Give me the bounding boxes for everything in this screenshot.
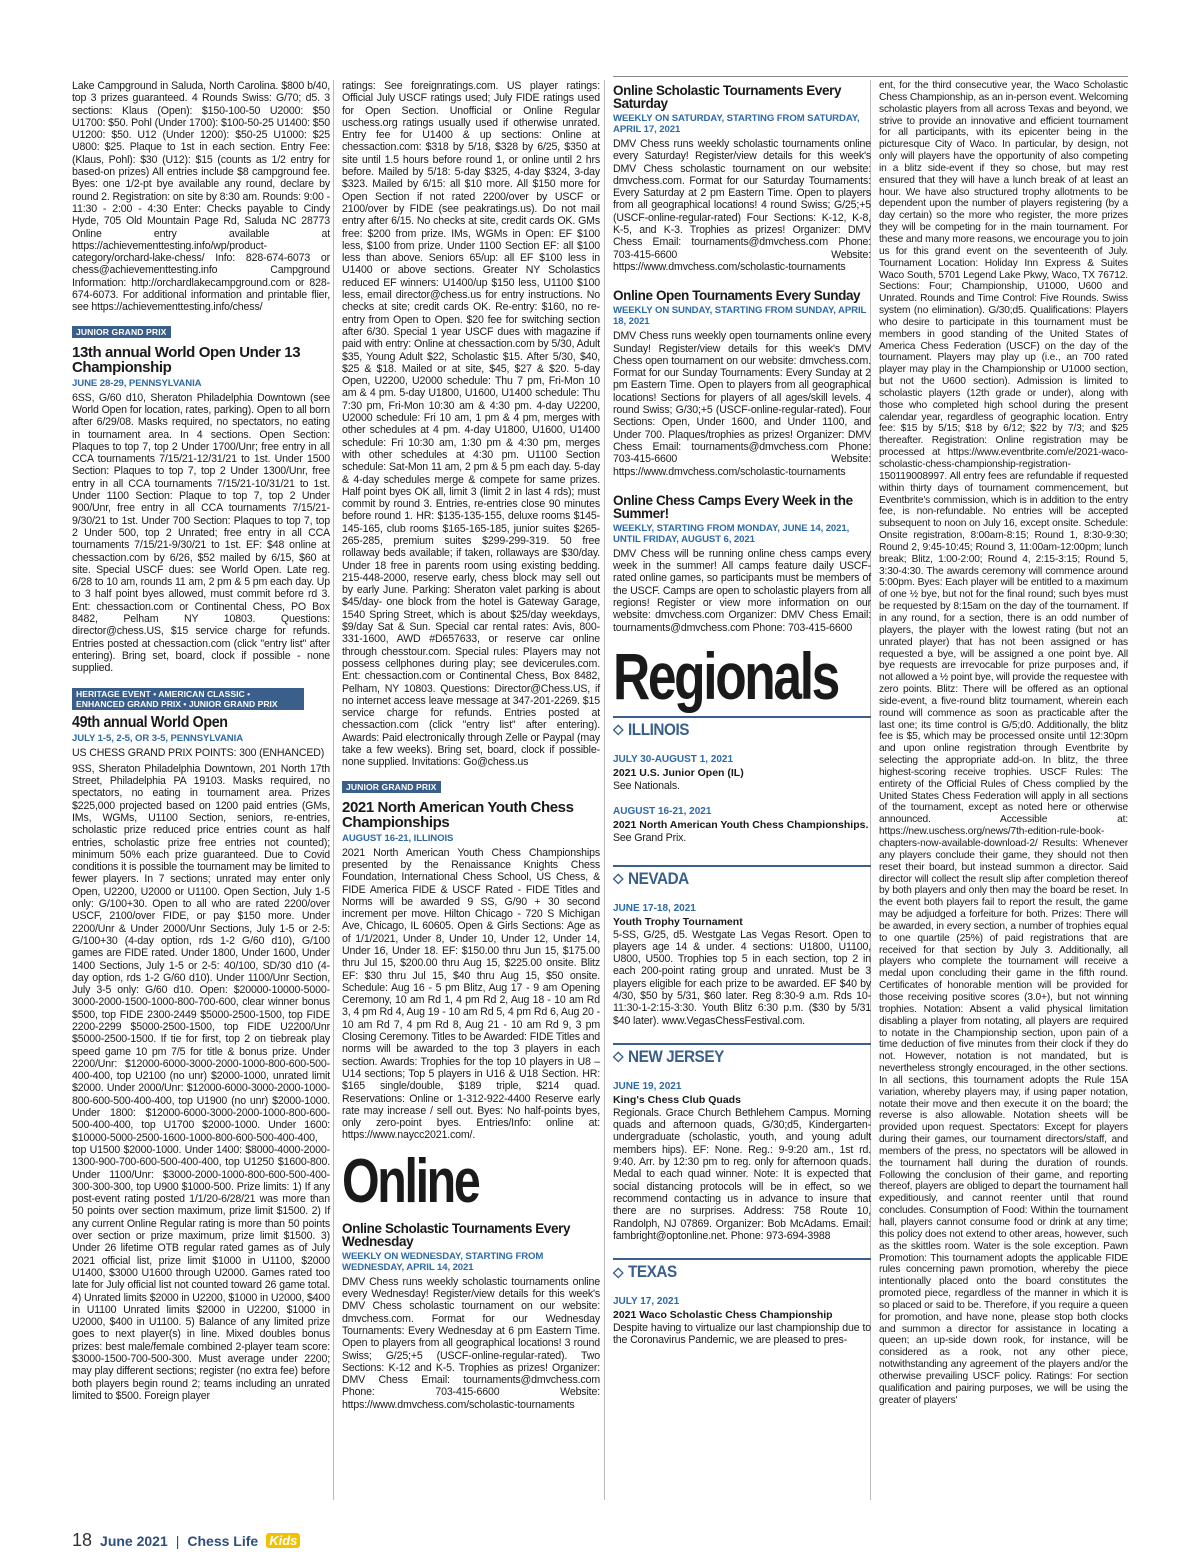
event-body: Despite having to virtualize our last championship due to the Coronavirus Pandemic, we are pleased to pres-	[613, 1322, 871, 1347]
kids-logo: Kids	[266, 1533, 300, 1548]
event-date: WEEKLY ON SUNDAY, STARTING FROM SUNDAY, APRIL 18, 2021	[613, 305, 867, 328]
event-date: WEEKLY ON SATURDAY, STARTING FROM SATURDAY, APRIL 17, 2021	[613, 113, 860, 135]
state-header-illinois	[613, 716, 871, 740]
event-date: JUNE 19, 2021	[613, 1080, 682, 1092]
page-footer	[72, 1530, 300, 1551]
page-number: 18	[72, 1530, 93, 1550]
event-date: JULY 1-5, 2-5, OR 3-5, PENNSYLVANIA	[72, 733, 244, 745]
issue-date: June 2021	[100, 1532, 168, 1549]
state-header-new-jersey	[613, 1043, 871, 1067]
section-heading-online: Online	[342, 1146, 479, 1216]
column-2	[342, 80, 600, 1411]
state-name: ILLINOIS	[627, 719, 689, 739]
event-tag: JUNIOR GRAND PRIX	[72, 326, 171, 338]
intro-text: Lake Campground in Saluda, North Carolina. $800 b/40, top 3 prizes guaranteed. 4 Rounds Swiss: G/70; d5. 3 sections: Klaus (Open): $150-100-50 U2000: $50 U1700: $50. Pohl (Under 1700): $100-50-25 U1400: $50 U1200: $50. U12 (Under 1200): $50-25 U1000: $25 U800: $25. Plaque to 1st in each section. Entry Fee: (Klaus, Pohl): $30 (U12): $15 (counts as 1/2 entry for based-on prizes) All entries include $8 campground fee. Byes: one 1/2-pt bye available any round, declare by round 2. Registration: on site by 8:30 am. Rounds: 9:00 - 11:30 - 2:00 - 4:30 Enter: Checks payable to Cindy Hyde, 705 Old Mountain Page Rd, Saluda NC 28773 Online entry available at https://achievementtesting.info/wp/product-category/orchard-lake-chess/ Info: 828-674-6073 or chess@achievementtesting.info Campground Information: http://orchardlakecampground.com or 828-674-6073. For additional information and printable flier, see https://achievementtesting.info/chess/	[72, 80, 330, 314]
event-body: See Nationals.	[613, 779, 680, 792]
event-date: JULY 17, 2021	[613, 1296, 680, 1308]
event-body: DMV Chess runs weekly scholastic tournaments online every Saturday! Register/view details for this week's DMV Chess scholastic tournament on our website: dmvchess.com. Format for our Saturday Tournaments: Every Saturday at 2 pm Eastern Time. Open to players from all geographical locations! 4 round Swiss; G/25;+5 (USCF-online-regular-rated) Four Sections: K-12, K-8, K-5, and K-3. Trophies as prizes! Organizer: DMV Chess Email: tournaments@dmvchess.com Phone: 703-415-6600 Website: https://www.dmvchess.com/scholastic-tournaments	[613, 138, 871, 273]
state-name: TEXAS	[627, 1262, 677, 1282]
event-date: AUGUST 16-21, 2021	[613, 806, 712, 818]
event-tag: HERITAGE EVENT • AMERICAN CLASSIC • ENHANCED GRAND PRIX • JUNIOR GRAND PRIX	[72, 688, 304, 710]
event-body: See Grand Prix.	[613, 832, 687, 845]
state-header-texas	[613, 1258, 871, 1282]
footer-separator: |	[175, 1532, 180, 1549]
event-title: 2021 Waco Scholastic Chess Championship	[613, 1309, 833, 1322]
event-body: 2021 North American Youth Chess Championships presented by the Renaissance Knights Chess Foundation, International Chess School, US Chess, & FIDE America FIDE & USCF Rated - FIDE Titles and Norms will be awarded 9 SS, G/90 + 30 second increment per move. Hilton Chicago - 720 S Michigan Ave, Chicago, IL 60605. Open & Girls Sections: Age as of 1/1/2021, Under 8, Under 10, Under 12, Under 14, Under 16, Under 18. EF: $150.00 thru Jun 15, $175.00 thru Jul 15, $200.00 thru Aug 15, $225.00 onsite. Blitz EF: $30 thru Jul 15, $40 thru Aug 15, $50 onsite. Schedule: Aug 16 - 5 pm Blitz, Aug 17 - 9 am Opening Ceremony, 10 am Rd 1, 4 pm Rd 2, Aug 18 - 10 am Rd 3, 4 pm Rd 4, Aug 19 - 10 am Rd 5, 4 pm Rd 6, Aug 20 - 10 am Rd 7, 4 pm Rd 8, Aug 21 - 10 am Rd 9, 3 pm Closing Ceremony. Titles to be Awarded: FIDE Titles and norms will be awarded to the top 3 players in each section. Awards: Trophies for the top 10 players in U8 – U14 sections; Top 5 players in U16 & U18 Section. HR: $165 single/double, $189 triple, $214 quad. Reservations: Online or 1-312-922-4400 Reserve early rate may increase / sell out. Byes: No half-points byes, only zero-point byes. Entries/Info: online at: https://www.naycc2021.com/.	[342, 846, 600, 1142]
event-title: Youth Trophy Tournament	[613, 915, 743, 928]
event-tag: JUNIOR GRAND PRIX	[342, 781, 441, 793]
diamond-arrow-icon: ⬦	[613, 721, 624, 739]
event-title: 2021 North American Youth Chess Championships.	[613, 819, 869, 832]
event-date: JUNE 28-29, PENNSYLVANIA	[72, 377, 202, 389]
event-body-continued: ent, for the third consecutive year, the Waco Scholastic Chess Championship, as an in-person event. Welcoming scholastic players from all across Texas and beyond, we strive to provide an innovative and efficient tournament for all participants, with its epicenter being in the picturesque City of Waco. In particular, by design, not only will players have the opportunity of also competing in a blitz side-event if they so chose, but may rest ensured that they will have a lunch break of at least an hour. We have also structured trophy allotments to be dependent upon the number of players registering (by a day certain) so the more who register, the more prizes they will be competing for in the main tournament. For these and many more reasons, we encourage you to join us for this grand event on the seventeenth of July. Tournament Location: Holiday Inn Express & Suites Waco South, 5701 Legend Lake Pkwy, Waco, TX 76712. Sections: Four; Championship, U1000, U600 and Unrated. Rounds and Time Control: Five Rounds. Swiss system (no elimination). G/30;d5. Qualifications: Players who desire to participate in this tournament must be members in good standing of the United States of America Chess Federation (USCF) on the day of the tournament. Players may play up (i.e., an 700 rated player may play in the Championship or U1000 section, but not the U600 section). Admission is limited to scholastic players (12th grade or under), along with those who completed high school during the present calendar year, regardless of geographic location. Entry fee: $15 by 5/15; $18 by 6/12; $22 by 7/3; and $25 thereafter. Registration: Online registration may be processed at https://www.eventbrite.com/e/2021-waco-scholastic-chess-championship-registration-150119008997. All entry fees are refundable if requested within thirty days of tournament commencement, but Eventbrite's commission, which is in addition to the entry fee, is non-refundable. No entries will be accepted subsequent to noon on July 16, except onsite. Schedule: Onsite registration, 8:00am-8:15; Round 1, 8:30-9:30; Round 2, 9:45-10:45; Round 3, 11:00am-12:00pm; lunch break; Blitz, 1:00-2:00; Round 4, 2:15-3:15; Round 5, 3:30-4:30. The awards ceremony will commence around 5:00pm. Byes: Each player will be entitled to a maximum of one ½ bye, but not for the final round; such byes must be requested by 8:15am on the day of the tournament. If in any round, for a section, there is an odd number of players, the player with the lowest rating (but not an unrated player) that has not been assigned or has requested a bye, will be assigned a one point bye. All bye requests are irrevocable for prize purposes and, if not allowed a ½ point bye, will provide the requestee with zero points. Blitz: There will be offered as an optional side-event, a five-round blitz tournament, wherein each round will commence as soon as practicable after the last one; its time control is G/5;d0. Additionally, the blitz fee is $5, which may be processed onsite until 12:30pm and upon online registration through Eventbrite by selecting the appropriate add-on. In blitz, the three highest-scoring receive trophies. USCF Rules: The entirety of the Official Rules of Chess complied by the United States Chess Federation will apply in all sections of the tournament, except as noted here or otherwise announced. Accessible at: https://new.uschess.org/news/7th-edition-rule-book-chapters-now-available-download-2/ Results: Whenever any players conclude their game, they should not then reset their board, but instead summon a director. Said director will collect the result slip after completion thereof by both players and only then may the board be reset. In the event both players fail to report the result, the game may be adjudged a forfeiture for both. Prizes: There will be awarded, in every section, a number of trophies equal to one quartile (25%) of paid registrations that are received for that section by July 3. Additionally, all players who complete the tournament will receive a medal upon concluding their game in the fifth round. Certificates of honorable mention will be provided for those receiving positive scores (3.0+), but not winning trophies. Notation: Absent a valid physical limitation disabling a player from notating, all players are required to notate in the Championship section, upon pain of a time deduction of five minutes from their clock if they do not. However, notation is not mandated, but is nevertheless strongly encouraged, in the other sections. In all sections, this tournament adopts the Rule 15A variation, whereby players may, if using paper notation, notate their move and then execute it on the board; the reverse is also allowable. Notation sheets will be provided upon request. Spectators: Except for players during their games, our tournament directors/staff, and members of the press, no spectators will be allowed in the tournament hall during the duration of rounds. Following the conclusion of their game, and reporting thereof, players are obliged to depart the tournament hall expeditiously, and cannot reenter until that round concludes. Consumption of Food: Within the tournament hall, players cannot consume food or drink at any time; this policy does not extend to other areas, however, such as the skittles room. Water is the sole exception. Pawn Promotion: This tournament adopts the applicable FIDE rules concerning pawn promotion, whereby the piece intentionally placed onto the board constitutes the promoted piece, regardless of the manner in which it is so placed or said to be. Therefore, if you require a queen for promotion, and have none, please stop both clocks and summon a director for assistance in locating a queen; an up-side down rook, for instance, will be considered as a rook, not any other piece, notwithstanding any agreement of the players and/or the otherwise prevailing USCF policy. Ratings: For section qualification and pairing purposes, we will be using the greater of players'	[879, 80, 1128, 1406]
diamond-arrow-icon: ⬦	[613, 1048, 624, 1066]
event-date: AUGUST 16-21, ILLINOIS	[342, 832, 454, 844]
event-body: DMV Chess runs weekly scholastic tournaments online every Wednesday! Register/view details for this week's DMV Chess scholastic tournament on our website: dmvchess.com. Format for our Wednesday Tournaments: Every Wednesday at 6 pm Eastern Time. Open to players from all geographical locations! 3 round Swiss; G/25;+5 (USCF-online-regular-rated). Two Sections: K-12 and K-5. Trophies as prizes! Organizer: DMV Chess Email: tournaments@dmvchess.com Phone: 703-415-6600 Website: https://www.dmvchess.com/scholastic-tournaments	[342, 1275, 600, 1411]
event-body: Regionals. Grace Church Bethlehem Campus. Morning quads and afternoon quads, G/30;d5, Kindergarten-undergraduate (scholastic, youth, and young adult members hips). EF: None. Reg.: 9-9:20 am., 1st rd. 9:40. Arr. by 12:30 pm to reg. only for afternoon quads. Medal to each quad winner. Note: It is expected that social distancing protocols will be in effect, so we recommend contacting us in advance to insure that there are no surprises. Address: 758 Route 10, Randolph, NJ 07869. Organizer: Bob McAdams. Email: fambright@optonline.net. Phone: 973-694-3988	[613, 1106, 871, 1242]
column-1	[72, 80, 330, 1402]
event-date: JULY 30-AUGUST 1, 2021	[613, 753, 734, 765]
event-title: 13th annual World Open Under 13 Championship	[72, 343, 301, 376]
section-heading-regionals: Regionals	[613, 638, 838, 713]
event-subtitle: US CHESS GRAND PRIX POINTS: 300 (ENHANCED)	[72, 747, 325, 760]
event-title: 2021 U.S. Junior Open (IL)	[613, 766, 744, 779]
column-divider	[333, 80, 334, 1500]
state-name: NEVADA	[627, 868, 689, 888]
column-divider	[604, 80, 605, 1500]
event-title: Online Chess Camps Every Week in the Summer!	[613, 492, 853, 521]
event-body: 9SS, Sheraton Philadelphia Downtown, 201 North 17th Street, Philadelphia PA 19103. Masks required, no spectators, no eating in tournament area. Prizes $225,000 projected based on 1200 paid entries (GMs, IMs, WGMs, U1100 Section, seniors, re-entries, scholastic prize reduced price entries count as half entries, scholastic prize free entries not counted); minimum 50% each prize guaranteed. Due to Covid conditions it is possible the tournament may be limited to fewer players. In 7 sections; unrated may enter only Open, U2200, U2000 or U1100. Open Section, July 1-5 only: G/100+30. Open to all who are rated 2200/over USCF, 2100/over FIDE, or pay $150 more. Under 2200/Unr & Under 2000/Unr Sections, July 1-5 or 2-5: G/100+30 (4-day option, rds 1-2 G/60 d10), G/100 games are FIDE rated. Under 1800, Under 1600, Under 1400 Sections, July 1-5 or 2-5: 40/100, SD/30 d10 (4-day option, rds 1-2 G/60 d10). Under 1100/Unr Section, July 3-5 only: G/60 d10. Open: $20000-10000-5000-3000-2000-1500-1000-800-700-600, clear winner bonus $500, top FIDE 2300-2449 $5000-2500-1500, top FIDE 2200-2299 $5000-2500-1500, top FIDE U2200/Unr $5000-2500-1500. If tie for first, top 2 on tiebreak play speed game 10 pm 7/5 for title & bonus prize. Under 2200/Unr: $12000-6000-3000-2000-1000-800-600-500-400-400, top U2100 (no unr) $2000-1000, unrated limit $2000. Under 2000/Unr: $12000-6000-3000-2000-1000-800-600-500-400-400, top U1900 (no unr) $2000-1000. Under 1800: $12000-6000-3000-2000-1000-800-600-500-400-400, top U1700 $2000-1000. Under 1600: $10000-5000-2500-1600-1000-800-600-500-400-400, top U1500 $2000-1000. Under 1400: $8000-4000-2000-1300-900-700-600-500-400-400, top U1250 $1600-800. Under 1100/Unr: $3000-2000-1000-800-600-500-400-300-300-300, top U900 $1000-500. Prize limits: 1) If any post-event rating posted 1/1/20-6/28/21 was more than 50 points over section maximum, prize limit $1500. 2) If any current Online Regular rating is more than 50 points over section or prize maximum, prize limit $1500. 3) Under 26 lifetime OTB regular rated games as of July 2021 official list, prize limit $1000 in U1100, $2000 U1400, $3000 U1600 through U2000. Games rated too late for July official list not counted toward 26 game total. 4) Unrated limits $2000 in U2200, $1000 in U2000, $400 in U1100 Unrated limits $2000 in U2200, $1000 in U2000, $400 in U1100. 5) Balance of any limited prize goes to next player(s) in line. Mixed doubles bonus prizes: best male/female combined 2-player team score: $3000-1500-700-500-300. Must average under 2200; may play different sections; register (no extra fee) before both players begin round 2; teams including an unrated limited to $500. Foreign player	[72, 762, 330, 1402]
event-title: Online Scholastic Tournaments Every Wednesday	[342, 1220, 571, 1249]
column-4	[879, 80, 1128, 1407]
state-header-nevada	[613, 865, 871, 889]
top-rule	[613, 76, 1128, 77]
event-date: WEEKLY ON WEDNESDAY, STARTING FROM WEDNESDAY, APRIL 14, 2021	[342, 1250, 544, 1273]
event-body: DMV Chess will be running online chess camps every week in the summer! All camps feature daily USCF-rated online games, so participants must be members of the USCF. Camps are open to scholastic players from all regions! Register or view more information on our website: dmvchess.com Organizer: DMV Chess Email: tournaments@dmvchess.com Phone: 703-415-6600	[613, 547, 871, 634]
magazine-name: Chess Life	[187, 1532, 259, 1549]
event-title: 49th annual World Open	[72, 714, 228, 732]
column-3	[613, 80, 871, 1347]
diamond-arrow-icon: ⬦	[613, 870, 624, 887]
event-date: JUNE 17-18, 2021	[613, 902, 696, 914]
state-name: NEW JERSEY	[627, 1046, 724, 1066]
event-title: King's Chess Club Quads	[613, 1093, 741, 1106]
event-body: 6SS, G/60 d10, Sheraton Philadelphia Downtown (see World Open for location, rates, parking). Open to all born after 6/29/08. Masks required, no spectators, no eating in tournament area. In 4 sections. Open Section: Plaques to top 7, top 2 Under 1700/Unr; free entry in all CCA tournaments 7/15/21-12/31/21 to 1st. Under 1500 Section: Plaques to top 7, top 2 Under 1300/Unr, free entry in all CCA tournaments 7/15/21-10/31/21 to 1st. Under 1100 Section: Plaque to top 7, top 2 Under 900/Unr, free entry in all CCA tournaments 7/15/21-9/30/21 to 1st. Under 700 Section: Plaques to top 7, top 2 Under 500, top 2 Unrated; free entry in all CCA tournaments 7/15/21-9/30/21 to 1st. EF: $48 online at chessaction.com by 6/26, $52 mailed by 6/15, $60 at site. Special USCF dues: see World Open. Late reg. 6/28 to 10 am, rounds 11 am, 2 pm & 5 pm each day. Up to 3 half point byes allowed, must commit before rd 3. Ent: chessaction.com or Continental Chess, PO Box 8482, Pelham NY 10803. Questions: director@chess.US, $15 service charge for refunds. Entries posted at chessaction.com (click "entry list" after entering). Bring set, board, clock if possible - none supplied.	[72, 391, 330, 675]
event-body: 5-SS, G/25, d5. Westgate Las Vegas Resort. Open to players age 14 & under. 4 sections: U1800, U1100, U800, U500. Trophies top 5 in each section, top 2 in each 200-point rating group and unrated. Must be 3 players eligible for each prize to be awarded. EF $40 by 4/30, $50 by 5/31, $60 later. Reg 8:30-9 a.m. Rds 10-11:30-1-2:15-3:30. Youth Blitz 6:30 p.m. ($30 by 5/31 $40 later). www.VegasChessFestival.com.	[613, 928, 871, 1027]
diamond-arrow-icon: ⬦	[613, 1263, 624, 1281]
event-title: Online Scholastic Tournaments Every Saturday	[613, 83, 842, 111]
event-date: WEEKLY, STARTING FROM MONDAY, JUNE 14, 2021, UNTIL FRIDAY, AUGUST 6, 2021	[613, 522, 850, 545]
event-title: Online Open Tournaments Every Sunday	[613, 288, 861, 304]
event-body-continued: ratings: See foreignratings.com. US player ratings: Official July USCF ratings used; July FIDE ratings used for Open Section. Unofficial or Online Regular uschess.org ratings usually used if otherwise unrated. Entry fee for U1400 & up sections: Online at chessaction.com: $318 by 5/18, $328 by 6/25, $350 at site until 1.5 hours before round 1, or online until 2 hrs before. Mailed by 5/18: 5-day $325, 4-day $324, 3-day $323. Mailed by 6/15: all $10 more. All $150 more for Open Section if not rated 2200/over by USCF or 2100/over by FIDE (see peakratings.us). Do not mail entry after 6/15. No checks at site, credit cards OK. GMs free: $200 from prize. IMs, WGMs in Open: EF $100 less, $100 from prize. Under 1100 Section EF: all $100 less than above. Seniors 65/up: all EF $100 less in U1400 or above sections. Greater NY Scholastics reduced EF winners: U1400/up $150 less, U1100 $100 less, email director@chess.us for entry instructions. No checks at site; credit cards OK. Re-entry: $160, no re-entry from Open to Open. $20 fee for switching section after 6/30. Special 1 year USCF dues with magazine if paid with entry: Online at chessaction.com by 5/30, Adult $35, Young Adult $22, Scholastic $15. After 5/30, $40, $25 & $18. Mailed or at site, $45, $27 & $20. 5-day Open, U2200, U2000 schedule: Thu 7 pm, Fri-Mon 10 am & 4 pm. 5-day U1800, U1600, U1400 schedule: Thu 7:30 pm, Fri-Mon 10:30 am & 4:30 pm. 4-day U2200, U2000 schedule: Fri 10 am, 1 pm & 4 pm, merges with other schedules at 4 pm. 4-day U1800, U1600, U1400 schedule: Fri 10:30 am, 1:30 pm & 4:30 pm, merges with other schedules at 4:30 pm. U1100 Section schedule: Sat-Mon 11 am, 2 pm & 5 pm each day. 5-day & 4-day schedules merge & compete for same prizes. Half point byes OK all, limit 3 (limit 2 in last 4 rds); must commit by round 3. Entries, re-entries close 90 minutes before round 1. HR: $135-135-155, deluxe rooms $145-145-165, club rooms $165-165-185, junior suites $265-265-285, premium suites $299-299-319. 50 free rollaway beds available; if taken, rollaways are $30/day. Under 18 free in parents room using existing bedding. 215-448-2000, reserve early, chess block may sell out by early June. Parking: Sheraton valet parking is about $45/day- one block from the hotel is Gateway Garage, 1540 Spring Street, which is about $25/day weekdays, $9/day Sat & Sun. Special car rental rates: Avis, 800-331-1600, AWD #D657633, or reserve car online through chesstour.com. Special rules: Players may not possess cellphones during play; see devicerules.com. Ent: chessaction.com or Continental Chess, Box 8482, Pelham, NY 10803. Questions: Director@Chess.US, if no internet access leave message at 347-201-2269. $15 service charge for refunds. Entries posted at chessaction.com (click "entry list" after entering). Awards: Paid electronically through Zelle or Paypal (may take a few weeks). Bring set, board, clock if possible- none supplied. Invitations: Go@chess.us	[342, 80, 600, 769]
event-body: DMV Chess runs weekly open tournaments online every Sunday! Register/view details for this week's DMV Chess open tournament on our website: dmvchess.com. Format for our Sunday Tournaments: Every Sunday at 2 pm Eastern Time. Open to players from all geographical locations! Sections for players of all ages/skill levels. 4 round Swiss; G/30;+5 (USCF-online-regular-rated). Four Sections: Open, Under 1600, and Under 1100, and Under 700. Plaques/trophies as prizes! Organizer: DMV Chess Email: tournaments@dmvchess.com Phone: 703-415-6600 Website: https://www.dmvchess.com/scholastic-tournaments	[613, 330, 871, 478]
event-title: 2021 North American Youth Chess Championships	[342, 798, 574, 831]
